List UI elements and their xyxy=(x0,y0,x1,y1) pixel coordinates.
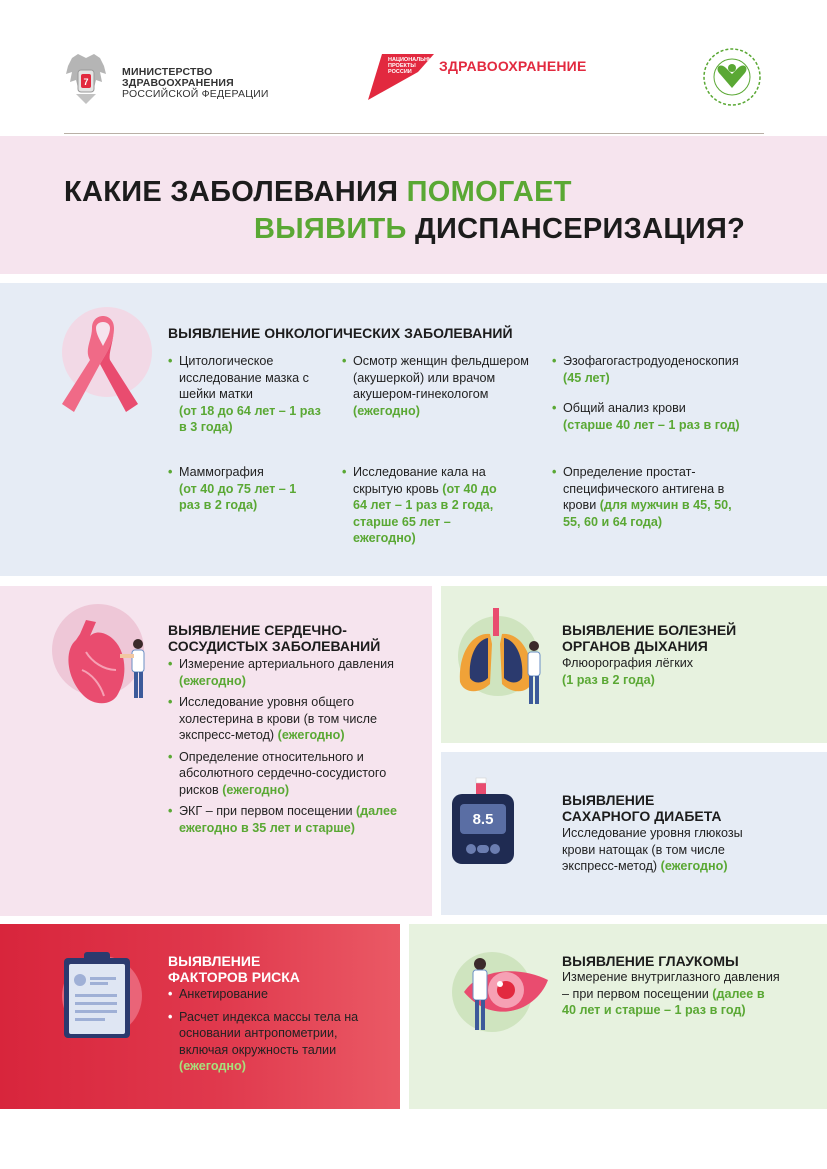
list-item: • Определение относительного и абсолютного сердечно-сосудистого рисков (ежегодно) xyxy=(168,749,408,799)
risk-title: ВЫЯВЛЕНИЕ ФАКТОРОВ РИСКА xyxy=(168,953,300,985)
oncology-col2-top xyxy=(342,353,530,419)
diabetes-title: ВЫЯВЛЕНИЕ САХАРНОГО ДИАБЕТА xyxy=(562,792,722,824)
lungs-icon xyxy=(450,604,550,708)
respiratory-title: ВЫЯВЛЕНИЕ БОЛЕЗНЕЙ ОРГАНОВ ДЫХАНИЯ xyxy=(562,622,737,654)
np-name: ЗДРАВООХРАНЕНИЕ xyxy=(439,58,587,74)
list-item: • Эзофагогастродуоденоскопия (45 лет) xyxy=(552,353,764,386)
center-logo xyxy=(698,46,766,108)
list-item: • Исследование уровня общего холестерина в крови (в том числе экспресс-метод) (ежегодно) xyxy=(168,694,408,744)
list-item: • Определение простат-специфического антигена в крови (для мужчин в 45, 50, 55, 60 и 64 года) xyxy=(552,464,752,530)
cardio-title: ВЫЯВЛЕНИЕ СЕРДЕЧНО- СОСУДИСТЫХ ЗАБОЛЕВАНИЙ xyxy=(168,622,381,654)
glaucoma-text: Измерение внутриглазного давления – при первом посещении (далее в 40 лет и старше – 1 раз в год) xyxy=(562,970,780,1017)
list-item: • Общий анализ крови (старше 40 лет – 1 раз в год) xyxy=(552,400,764,433)
title-part3: ВЫЯВИТЬ xyxy=(254,213,407,245)
title-line2 xyxy=(64,211,784,248)
coat-of-arms-icon xyxy=(64,52,108,108)
np-small-line2: ПРОЕКТЫ xyxy=(388,63,416,69)
diabetes-text: Исследование уровня глюкозы крови натощак (в том числе экспресс-метод) (ежегодно) xyxy=(562,826,743,873)
national-project-logo xyxy=(368,54,608,100)
list-item: • Исследование кала на скрытую кровь (от 40 до 64 лет – 1 раз в 2 года, старше 65 лет – ежегодно) xyxy=(342,464,512,547)
list-item: • Расчет индекса массы тела на основании антропометрии, включая окружность талии (ежегодно) xyxy=(168,1009,390,1075)
svg-text:7: 7 xyxy=(83,77,89,87)
list-item: • Анкетирование xyxy=(168,986,390,1003)
list-item: • ЭКГ – при первом посещении (далее ежегодно в 35 лет и старше) xyxy=(168,803,408,836)
respiratory-text: Флюорография лёгких (1 раз в 2 года) xyxy=(562,656,694,687)
header-divider xyxy=(64,133,764,134)
ribbon-icon xyxy=(52,300,152,425)
eye-icon xyxy=(444,942,556,1038)
oncology-col1-bottom xyxy=(168,464,318,514)
list-item: • Осмотр женщин фельдшером (акушеркой) или врачом акушером-гинекологом (ежегодно) xyxy=(342,353,530,419)
ministry-line1: МИНИСТЕРСТВО xyxy=(122,66,213,78)
risk-list xyxy=(168,986,390,1075)
np-small-line1: НАЦИОНАЛЬНЫЕ xyxy=(388,57,438,63)
oncology-title: ВЫЯВЛЕНИЕ ОНКОЛОГИЧЕСКИХ ЗАБОЛЕВАНИЙ xyxy=(168,325,513,341)
ministry-line2: ЗДРАВООХРАНЕНИЯ xyxy=(122,77,234,89)
heart-icon xyxy=(46,600,158,712)
title-part4: ДИСПАНСЕРИЗАЦИЯ? xyxy=(406,213,746,245)
oncology-col2-bottom xyxy=(342,464,512,547)
ministry-line3: РОССИЙСКОЙ ФЕДЕРАЦИИ xyxy=(122,88,269,100)
title-part2: ПОМОГАЕТ xyxy=(406,176,572,208)
list-item: • Маммография (от 40 до 75 лет – 1 раз в 2 года) xyxy=(168,464,318,514)
center-logo-icon xyxy=(698,46,766,108)
glaucoma-title: ВЫЯВЛЕНИЕ ГЛАУКОМЫ xyxy=(562,953,739,969)
list-item: • Измерение артериального давления (ежегодно) xyxy=(168,656,408,689)
np-small-line3: РОССИИ xyxy=(388,69,412,75)
oncology-col3-bottom xyxy=(552,464,752,530)
clipboard-icon xyxy=(56,944,152,1044)
list-item: • Цитологическое исследование мазка с шейки матки (от 18 до 64 лет – 1 раз в 3 года) xyxy=(168,353,328,436)
page-title xyxy=(64,174,784,248)
title-part1: КАКИЕ ЗАБОЛЕВАНИЯ xyxy=(64,176,407,208)
title-line1 xyxy=(64,174,784,211)
oncology-col1-top xyxy=(168,353,328,436)
glucometer-value: 8.5 xyxy=(472,811,494,828)
cardio-list xyxy=(168,656,408,836)
ministry-logo xyxy=(64,52,269,108)
oncology-col3-top xyxy=(552,353,764,433)
